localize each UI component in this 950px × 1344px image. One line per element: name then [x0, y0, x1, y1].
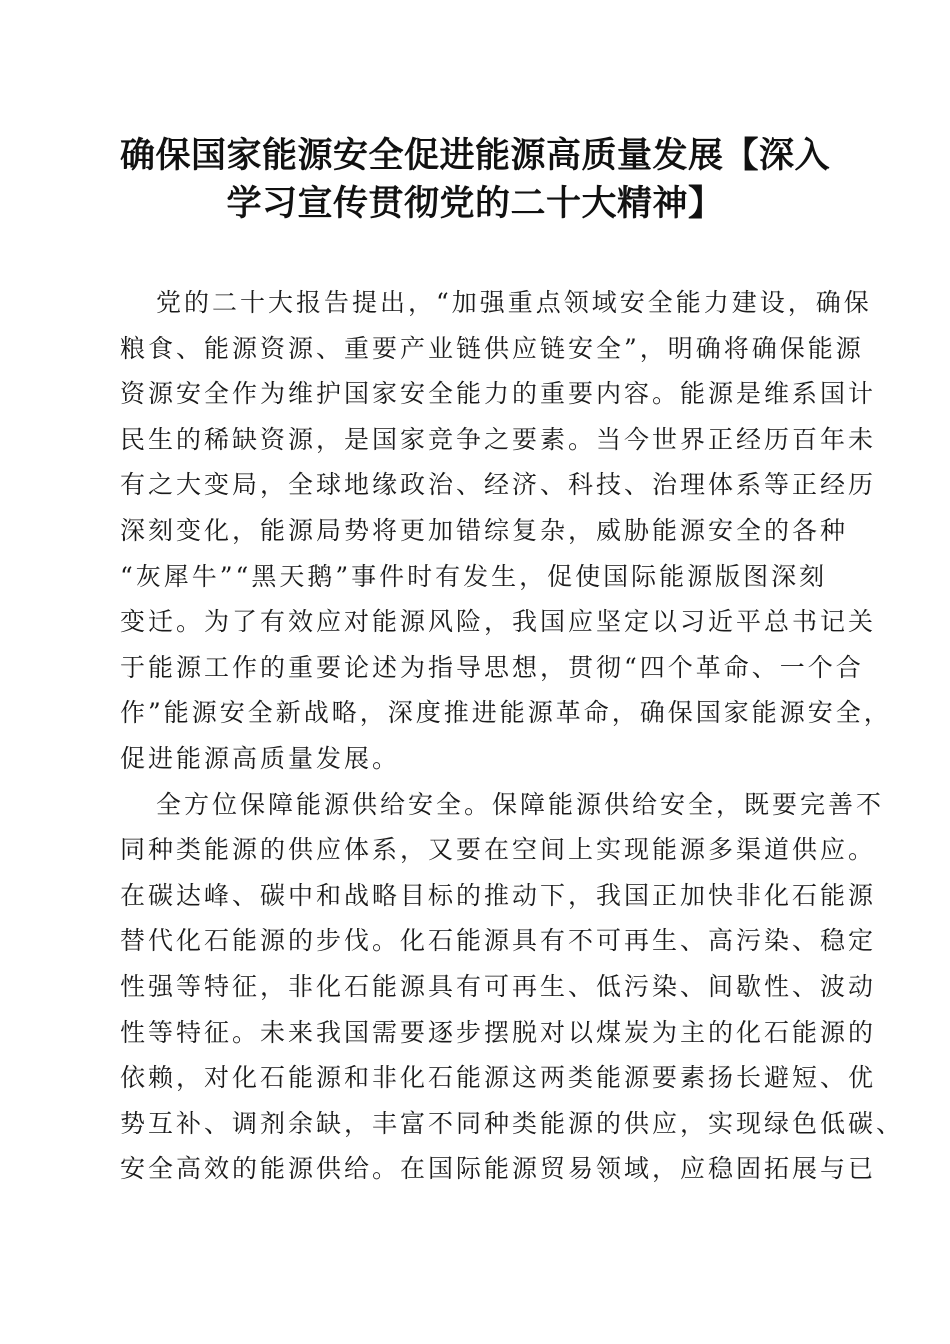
text-line: 同种类能源的供应体系，又要在空间上实现能源多渠道供应。	[120, 835, 877, 865]
text-line: 有之大变局，全球地缘政治、经济、科技、治理体系等正经历	[120, 470, 877, 500]
document-title	[110, 132, 840, 228]
paragraph-intro	[120, 280, 892, 782]
text-line: 势互补、调剂余缺，丰富不同种类能源的供应，实现绿色低碳、	[120, 1108, 905, 1138]
text-line: 粮食、能源资源、重要产业链供应链安全”，明确将确保能源	[120, 333, 864, 363]
text-line: 安全高效的能源供给。在国际能源贸易领域，应稳固拓展与已	[120, 1154, 877, 1184]
text-line: 替代化石能源的步伐。化石能源具有不可再生、高污染、稳定	[120, 926, 877, 956]
paragraph-energy-supply	[120, 782, 905, 1192]
text-line: 变迁。为了有效应对能源风险，我国应坚定以习近平总书记关	[120, 607, 877, 637]
title-line: 确保国家能源安全促进能源高质量发展【深入	[119, 135, 830, 176]
text-line: “灰犀牛”“黑天鹅”事件时有发生，促使国际能源版图深刻	[120, 561, 828, 591]
text-line: 全方位保障能源供给安全。保障能源供给安全，既要完善不	[156, 789, 885, 819]
text-line: 深刻变化，能源局势将更加错综复杂，威胁能源安全的各种	[120, 515, 849, 545]
text-line: 资源安全作为维护国家安全能力的重要内容。能源是维系国计	[120, 379, 877, 409]
title-line: 学习宣传贯彻党的二十大精神】	[226, 183, 724, 224]
text-line: 依赖，对化石能源和非化石能源这两类能源要素扬长避短、优	[120, 1063, 877, 1093]
text-line: 在碳达峰、碳中和战略目标的推动下，我国正加快非化石能源	[120, 880, 877, 910]
text-line: 党的二十大报告提出，“加强重点领域安全能力建设，确保	[156, 288, 872, 317]
text-line: 于能源工作的重要论述为指导思想，贯彻“四个革命、一个合	[120, 652, 864, 682]
text-line: 性等特征。未来我国需要逐步摆脱对以煤炭为主的化石能源的	[120, 1017, 877, 1047]
text-line: 促进能源高质量发展。	[120, 743, 401, 773]
text-line: 民生的稀缺资源，是国家竞争之要素。当今世界正经历百年未	[120, 424, 877, 454]
text-line: 作”能源安全新战略，深度推进能源革命，确保国家能源安全，	[120, 698, 892, 728]
text-line: 性强等特征，非化石能源具有可再生、低污染、间歇性、波动	[120, 971, 877, 1001]
document-body	[120, 280, 905, 1192]
